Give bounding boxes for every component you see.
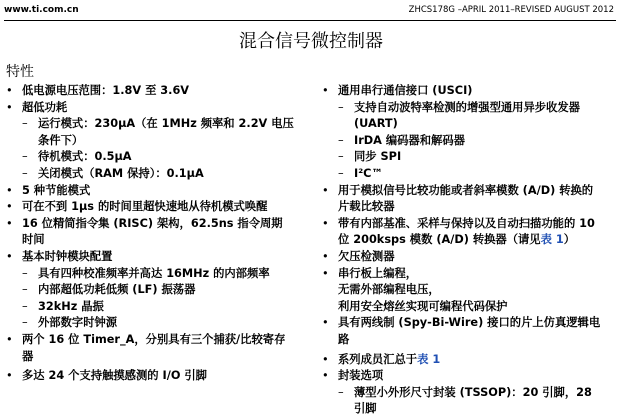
sub-list-item (6, 266, 302, 283)
item-text: 带有内部基准、采样与保持以及自动扫描功能的 10 (338, 216, 595, 230)
bullet-marker: • (6, 249, 13, 263)
dash-marker: – (338, 100, 344, 114)
item-text-continued: 位 200ksps 模数 (A/D) 转换器（请见 (338, 233, 541, 247)
sub-list-item (322, 133, 616, 150)
dash-marker: – (22, 266, 28, 280)
dash-marker: – (22, 299, 28, 313)
item-text: 支持自动波特率检测的增强型通用异步收发器 (354, 100, 580, 114)
dash-marker: – (22, 117, 28, 131)
bullet-marker: • (322, 352, 329, 366)
item-text: 16 位精简指令集 (RISC) 架构，62.5ns 指令周期 (22, 216, 283, 230)
item-text: 系列成员汇总于 (338, 352, 418, 366)
bullet-marker: • (6, 332, 13, 346)
item-text-continued: 器 (22, 349, 34, 363)
dash-marker: – (338, 166, 344, 180)
sub-list-item (6, 116, 302, 149)
list-item (322, 368, 616, 385)
bullet-marker: • (322, 216, 329, 230)
list-item (322, 315, 616, 348)
item-text: 待机模式：0.5µA (38, 150, 132, 164)
sub-list-item (322, 100, 616, 133)
item-text: 关闭模式（RAM 保持）：0.1µA (38, 166, 204, 180)
item-text: 欠压检测器 (338, 249, 395, 263)
bullet-marker: • (6, 369, 13, 383)
sub-list-item (322, 385, 616, 418)
dash-marker: – (338, 385, 344, 399)
list-item (6, 199, 302, 216)
table-1-link[interactable]: 表 1 (540, 233, 564, 247)
item-text: 具有两线制 (Spy-Bi-Wire) 接口的片上仿真逻辑电 (338, 316, 601, 330)
dash-marker: – (22, 150, 28, 164)
item-text: 薄型小外形尺寸封装 (TSSOP)：20 引脚，28 (354, 385, 592, 399)
bullet-marker: • (6, 216, 13, 230)
item-text-continued: 引脚 (354, 402, 377, 416)
list-item (322, 266, 616, 316)
section-heading: 特性 (6, 64, 34, 80)
list-item (6, 216, 302, 249)
header-rule (4, 20, 616, 21)
item-text: 外部数字时钟源 (38, 316, 118, 330)
list-item (322, 183, 616, 216)
item-text-continued: 条件下） (38, 133, 84, 147)
list-item (322, 216, 616, 249)
item-text: 具有四种校准频率并高达 16MHz 的内部频率 (38, 266, 270, 280)
bullet-marker: • (322, 266, 329, 280)
sub-list-item (6, 315, 302, 332)
list-item (322, 83, 616, 100)
sub-list-item (322, 149, 616, 166)
features-left-column (6, 83, 302, 385)
list-item (322, 249, 616, 266)
item-text-continued: 无需外部编程电压， (338, 283, 440, 297)
item-text: 通用串行通信接口 (USCI) (338, 84, 473, 97)
sub-list-item (6, 282, 302, 299)
list-item (6, 100, 302, 117)
list-item (6, 368, 302, 385)
item-text: 运行模式：230µA（在 1MHz 频率和 2.2V 电压 (38, 117, 294, 131)
item-text: 封装选项 (338, 369, 384, 383)
item-text: 超低功耗 (22, 100, 68, 114)
item-text: 用于模拟信号比较功能或者斜率模数 (A/D) 转换的 (338, 183, 594, 197)
bullet-marker: • (6, 84, 13, 97)
item-text: IrDA 编码器和解码器 (354, 133, 465, 147)
page-title: 混合信号微控制器 (239, 31, 383, 52)
document-reference: ZHCS178G –APRIL 2011–REVISED AUGUST 2012 (408, 5, 614, 15)
list-item (322, 352, 616, 369)
item-text: 同步 SPI (354, 150, 402, 164)
dash-marker: – (338, 150, 344, 164)
list-item (6, 83, 302, 100)
item-text: I²C™ (354, 166, 383, 180)
bullet-marker: • (6, 183, 13, 197)
item-text-continued: 路 (338, 332, 350, 346)
item-text: 多达 24 个支持触摸感测的 I/O 引脚 (22, 369, 207, 383)
sub-list-item (322, 166, 616, 183)
list-item (6, 249, 302, 266)
item-text-continued: (UART) (354, 117, 398, 131)
bullet-marker: • (322, 369, 329, 383)
list-item (6, 183, 302, 200)
bullet-marker: • (322, 84, 329, 97)
bullet-marker: • (322, 316, 329, 330)
dash-marker: – (338, 133, 344, 147)
item-text: 可在不到 1µs 的时间里超快速地从待机模式唤醒 (22, 200, 268, 214)
bullet-marker: • (6, 200, 13, 214)
bullet-marker: • (322, 183, 329, 197)
features-right-column (322, 83, 616, 418)
dash-marker: – (22, 283, 28, 297)
item-text: 内部超低功耗低频 (LF) 振荡器 (38, 283, 196, 297)
dash-marker: – (22, 166, 28, 180)
dash-marker: – (22, 316, 28, 330)
site-url[interactable]: www.ti.com.cn (4, 5, 79, 15)
item-text: 低电源电压范围：1.8V 至 3.6V (22, 84, 190, 97)
item-text-continued: 片载比较器 (338, 200, 395, 214)
item-text: 32kHz 晶振 (38, 299, 104, 313)
bullet-marker: • (322, 249, 329, 263)
item-text: 基本时钟模块配置 (22, 249, 113, 263)
list-item (6, 332, 302, 365)
item-text-continued: 时间 (22, 233, 45, 247)
item-text-end: ） (563, 233, 576, 247)
bullet-marker: • (6, 100, 13, 114)
sub-list-item (6, 299, 302, 316)
sub-list-item (6, 166, 302, 183)
item-text-continued: 利用安全熔丝实现可编程代码保护 (338, 299, 508, 313)
item-text: 两个 16 位 Timer_A，分别具有三个捕获/比较寄存 (22, 332, 286, 346)
sub-list-item (6, 149, 302, 166)
item-text: 串行板上编程， (338, 266, 418, 280)
table-1-link[interactable]: 表 1 (417, 352, 441, 366)
item-text: 5 种节能模式 (22, 183, 91, 197)
